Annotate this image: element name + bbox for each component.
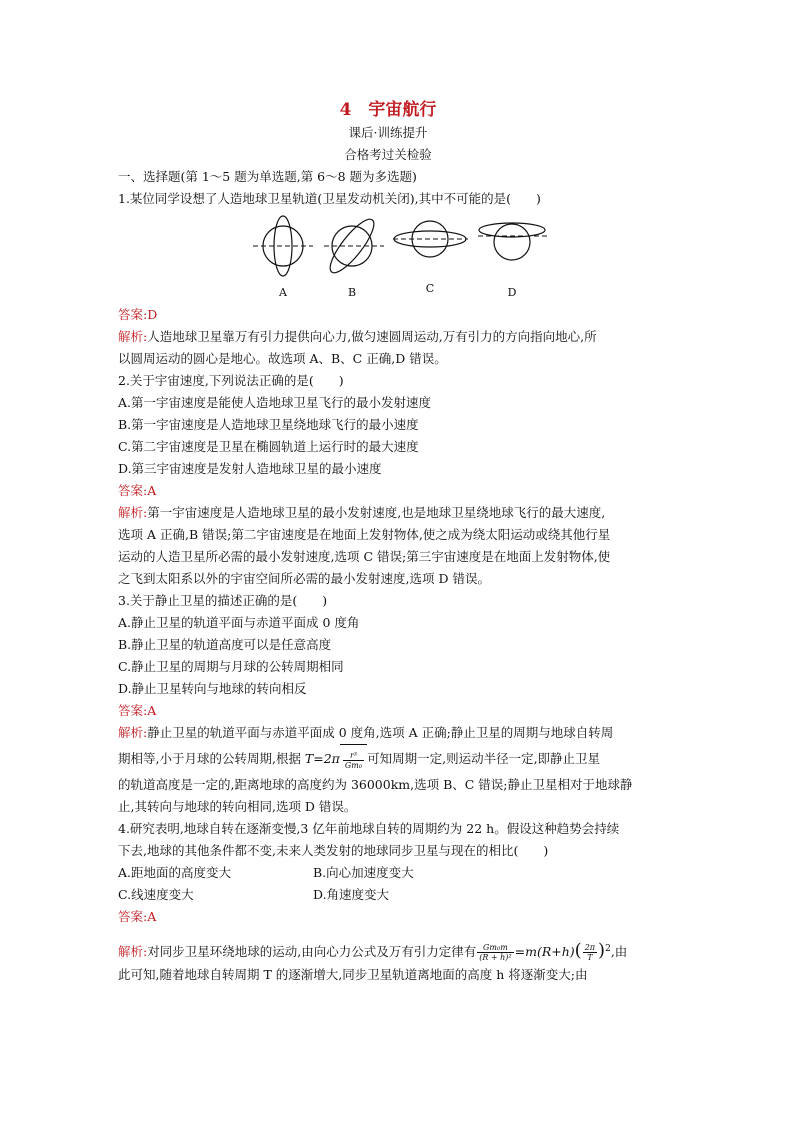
q4-analysis-line1 bbox=[118, 934, 658, 964]
fraction-denominator: T bbox=[587, 953, 593, 963]
q1-analysis-line2: 以圆周运动的圆心是地心。故选项 A、B、C 正确,D 错误。 bbox=[118, 351, 447, 366]
orbit-option-d bbox=[478, 223, 550, 260]
subtitle-practice: 课后·训练提升 bbox=[348, 125, 428, 140]
figure-label-c: C bbox=[425, 282, 435, 295]
q1-analysis-line1 bbox=[118, 326, 658, 348]
q2-answer bbox=[118, 480, 658, 502]
orbit-option-c bbox=[393, 221, 468, 257]
q4-option-c: C.线速度变大 bbox=[118, 887, 194, 902]
answer-value: A bbox=[147, 909, 157, 924]
period-formula: T=2π bbox=[304, 751, 340, 766]
analysis-text: 可知周期一定,则运动半径一定,即静止卫星 bbox=[367, 751, 601, 766]
q2-option-a: A.第一宇宙速度是能使人造地球卫星飞行的最小发射速度 bbox=[118, 395, 432, 410]
analysis-text: 人造地球卫星靠万有引力提供向心力,做匀速圆周运动,万有引力的方向指向地心,所 bbox=[147, 329, 597, 344]
q2-analysis-line4: 之飞到太阳系以外的宇宙空间所必需的最小发射速度,选项 D 错误。 bbox=[118, 571, 490, 586]
q2-option-b: B.第一宇宙速度是人造地球卫星绕地球飞行的最小速度 bbox=[118, 417, 419, 432]
analysis-label: 解析: bbox=[118, 944, 148, 960]
q3-option-d: D.静止卫星转向与地球的转向相反 bbox=[118, 681, 307, 696]
q3-option-a: A.静止卫星的轨道平面与赤道平面成 0 度角 bbox=[118, 615, 360, 630]
figure-label-a: A bbox=[279, 286, 287, 299]
fraction-numerator: Gm₀m bbox=[477, 943, 513, 953]
q4-option-a: A.距地面的高度变大 bbox=[118, 865, 232, 880]
sqrt-expression bbox=[340, 744, 367, 775]
q3-analysis-line3: 的轨道高度是一定的,距离地球的高度约为 36000km,选项 B、C 错误;静止卫星相对于地球静 bbox=[118, 777, 633, 792]
q4-options-row1 bbox=[118, 862, 658, 884]
q2-analysis-line2: 选项 A 正确,B 错误;第二宇宙速度是在地面上发射物体,使之成为绕太阳运动或绕其他行星 bbox=[118, 527, 611, 542]
square-exponent: 2 bbox=[605, 944, 611, 954]
q3-analysis-line4: 止,其转向与地球的转向相同,选项 D 错误。 bbox=[118, 799, 357, 814]
q3-option-c: C.静止卫星的周期与月球的公转周期相同 bbox=[118, 659, 344, 674]
analysis-text: 静止卫星的轨道平面与赤道平面成 0 度角,选项 A 正确;静止卫星的周期与地球自转周 bbox=[147, 725, 614, 740]
answer-label: 答案: bbox=[118, 307, 148, 322]
analysis-label: 解析: bbox=[118, 505, 148, 520]
q3-stem: 3.关于静止卫星的描述正确的是( ) bbox=[118, 593, 328, 608]
answer-label: 答案: bbox=[118, 909, 148, 924]
q2-analysis-line1 bbox=[118, 502, 658, 524]
q3-analysis-line1 bbox=[118, 722, 658, 744]
q1-stem: 1.某位同学设想了人造地球卫星轨道(卫星发动机关闭),其中不可能的是( ) bbox=[118, 191, 541, 206]
answer-label: 答案: bbox=[118, 483, 148, 498]
figure-label-b: B bbox=[347, 286, 357, 299]
q4-option-d: D.角速度变大 bbox=[313, 887, 390, 902]
figure-label-d: D bbox=[507, 286, 517, 299]
q2-option-d: D.第三宇宙速度是发射人造地球卫星的最小速度 bbox=[118, 461, 382, 476]
omega-fraction bbox=[583, 943, 597, 962]
orbit-option-b bbox=[324, 214, 384, 278]
section-heading: 一、选择题(第 1～5 题为单选题,第 6～8 题为多选题) bbox=[118, 169, 417, 184]
q3-option-b: B.静止卫星的轨道高度可以是任意高度 bbox=[118, 637, 332, 652]
analysis-label: 解析: bbox=[118, 725, 148, 740]
analysis-text: 第一宇宙速度是人造地球卫星的最小发射速度,也是地球卫星绕地球飞行的最大速度, bbox=[147, 505, 606, 520]
left-paren: ( bbox=[574, 940, 582, 962]
q3-analysis-line2 bbox=[118, 744, 658, 774]
analysis-text: 对同步卫星环绕地球的运动,由向心力公式及万有引力定律有 bbox=[147, 944, 477, 960]
q2-option-c: C.第二宇宙速度是卫星在椭圆轨道上运行时的最大速度 bbox=[118, 439, 419, 454]
fraction-numerator: r³ bbox=[343, 751, 364, 761]
orbit-option-a bbox=[253, 216, 313, 276]
fraction-denominator: (R + h)² bbox=[479, 953, 512, 963]
right-paren: ) bbox=[598, 940, 606, 962]
fraction-denominator: Gm₀ bbox=[344, 761, 363, 770]
gravity-fraction bbox=[477, 943, 513, 962]
orbit-diagrams bbox=[118, 214, 658, 304]
q2-analysis-line3: 运动的人造卫星所必需的最小发射速度,选项 C 错误;第三宇宙速度是在地面上发射物体,使 bbox=[118, 549, 611, 564]
document-page bbox=[118, 98, 658, 986]
q4-stem-line1: 4.研究表明,地球自转在逐渐变慢,3 亿年前地球自转的周期约为 22 h。假设这种趋势会持续 bbox=[118, 821, 620, 836]
q4-stem-line2: 下去,地球的其他条件都不变,未来人类发射的地球同步卫星与现在的相比( ) bbox=[118, 843, 549, 858]
centripetal-term: =m(R+h) bbox=[514, 944, 575, 960]
answer-value: A bbox=[147, 483, 157, 498]
analysis-label: 解析: bbox=[118, 329, 148, 344]
analysis-text: ,由 bbox=[610, 944, 628, 960]
subtitle-exam: 合格考过关检验 bbox=[344, 147, 432, 162]
orbit-figure bbox=[118, 214, 658, 304]
q4-option-b: B.向心加速度变大 bbox=[313, 865, 414, 880]
q4-options-row2 bbox=[118, 884, 658, 906]
q4-answer bbox=[118, 906, 658, 928]
q4-analysis-line2: 此可知,随着地球自转周期 T 的逐渐增大,同步卫星轨道离地面的高度 h 将逐渐变大;由 bbox=[118, 967, 588, 982]
answer-value: A bbox=[147, 703, 157, 718]
q2-stem: 2.关于宇宙速度,下列说法正确的是( ) bbox=[118, 373, 344, 388]
q3-answer bbox=[118, 700, 658, 722]
lesson-title: 4 宇宙航行 bbox=[339, 100, 437, 120]
analysis-text: 期相等,小于月球的公转周期,根据 bbox=[118, 751, 305, 766]
answer-value: D bbox=[147, 307, 158, 322]
q1-answer bbox=[118, 304, 658, 326]
sqrt-fraction bbox=[343, 751, 364, 770]
answer-label: 答案: bbox=[118, 703, 148, 718]
fraction-numerator: 2π bbox=[584, 943, 596, 953]
